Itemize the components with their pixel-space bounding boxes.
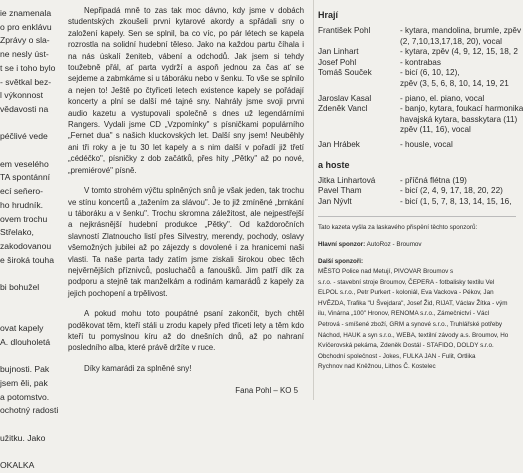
musician-row bbox=[318, 140, 520, 151]
musician-row bbox=[318, 79, 520, 90]
guest-member-list bbox=[318, 176, 520, 208]
musician-row bbox=[318, 186, 520, 197]
sponsor-line: Náchod, HAUK a syn s.r.o., WEBA, textilní závody a.s. Broumov, Ho bbox=[318, 331, 509, 339]
left-column-line: o pro enklávu bbox=[0, 21, 52, 32]
musician-name: Pavel Tham bbox=[318, 186, 362, 196]
left-column-line: A. dlouholetá bbox=[0, 336, 51, 347]
left-column-line bbox=[0, 446, 55, 460]
musician-name: Zdeněk Vancl bbox=[318, 104, 368, 114]
band-heading: Hrají bbox=[318, 10, 339, 20]
story-paragraph: A pokud mohu toto poupátné psaní zakončit, bych chtěl poděkovat těm, kteří stáli u zrodu kapely před třiceti lety a těm kdo kteří tu pomyslnou kíru až do dnešních dnů, až po nahraní posledního alba, které právě držíte v ruce. bbox=[68, 309, 304, 353]
musician-role: - bicí (6, 10, 12), bbox=[400, 68, 460, 78]
sponsor-line: HVĚZDA, Trafika "U Švejdara", Josef Žid, RIJAT, Václav Žítka - vým bbox=[318, 299, 508, 307]
musician-role: - příčná flétna (19) bbox=[400, 175, 467, 185]
left-column-line: Zprávy o sla- bbox=[0, 35, 50, 46]
left-column-line: e široká touha bbox=[0, 254, 54, 265]
left-column-line: užitku. Jako bbox=[0, 432, 46, 443]
sponsor-line: MĚSTO Police nad Metují, PIVOVAR Broumov s bbox=[318, 268, 454, 276]
sponsors-block bbox=[318, 223, 520, 373]
musician-row bbox=[318, 104, 523, 115]
other-sponsors bbox=[318, 257, 520, 374]
sponsor-lines bbox=[318, 267, 520, 373]
left-column-line bbox=[0, 117, 55, 131]
story-paragraph: Díky kamarádi za splněné sny! bbox=[84, 363, 192, 373]
story-column bbox=[68, 0, 304, 400]
left-column-line: l výkonnost bbox=[0, 90, 43, 101]
left-column-line bbox=[0, 267, 55, 281]
left-column-line: ho hrudník. bbox=[0, 199, 43, 210]
musician-name: Jan Hrábek bbox=[318, 139, 360, 149]
musician-row bbox=[318, 26, 520, 37]
musician-name: Tomáš Souček bbox=[318, 68, 372, 78]
sponsor-line: Rychnov nad Kněžnou, Lithos Č. Kostelec bbox=[318, 363, 436, 371]
story-text bbox=[68, 0, 304, 374]
left-column-line: zakodovanou bbox=[0, 240, 52, 251]
musician-name: František Pohl bbox=[318, 26, 371, 35]
musician-row bbox=[318, 115, 520, 126]
sponsor-line: Kvíčerovská pekárna, Zdeněk Dostál - STAFIDO, DOLDY s.r.o. bbox=[318, 342, 494, 350]
left-column-lines bbox=[0, 0, 59, 473]
left-column-line: ie znamenala bbox=[0, 8, 52, 18]
left-column-line bbox=[0, 295, 55, 309]
story-paragraph: V tomto strohém výčtu splněných snů je však jeden, tak trochu ve stínu koncertů a „tažením za slávou". Je to již zmíněné „brnkání u táboráku a v šenku". Trochu skromna záležitost, ale nejpestřejší a nejkrásnější hudební produkce „Pětky". Od každoročních slavností Zlatnoucho listí přes Silvestry, merendy, pochody, oslavy všemožných jubilei až po zájezdy s dovolené i za hranicemi naši vlasti. Ta naše parta tady zatím jsme ziskali širokou obec těch nejvěrnějších příznivců, posluchačů a fanoušků. Jim patří dík za podporu a stejně tak manželkám a rodinám kamarádů z kapely za jejich pochopení a trpělivost. bbox=[68, 186, 304, 298]
left-column-line: OKALKA bbox=[0, 460, 35, 471]
musician-row bbox=[318, 94, 520, 105]
musician-role: - kontrabas bbox=[400, 57, 441, 67]
left-column-line bbox=[0, 308, 55, 322]
fold-line bbox=[313, 0, 314, 400]
musician-name: Josef Pohl bbox=[318, 57, 357, 67]
left-column-line: TA spontánní bbox=[0, 172, 51, 183]
band-member-list bbox=[318, 26, 523, 151]
guests-heading: a hoste bbox=[318, 159, 350, 170]
left-column-line: ecí seňero- bbox=[0, 186, 43, 197]
main-sponsor-value: AutoRoz - Broumov bbox=[366, 240, 422, 248]
story-paragraph: Nepřipadá mně to zas tak moc dávno, kdy jsme v dobách studentských zkoušeli prvni kytarové akordy a spřádali sny o založení kapely. Sen se splnil, ba co víc, po pár létech se kapela rozrostla na solidní hudební těleso. Jako na každou partu číhala i na nás úskalí ženiteb, vábení a odchodů. Jak jsem si tehdy toužebně přál, ať parta vydrží a aspoň jednou za čas ať se sejdeme a zabmkáme si u táboráku nebo v šenku. To vše se splnilo a nejen to! Ještě po čtyřiceti letech existence kapely se pořádají koncerty a plní se další mé tajné sny. Nahrály jsme svoji prvni audio kazetu a vystupovali společně s dnes už legendárními Rangers. Vydali jsme CD „Vzpomínky" s písničkami populárního „Fernet dua" s našich kluckovských let. Další sny jsem! Neuběhly ani tři roky a je tu 30 let kapely a s nim další v pořadí již třetí „cédéčko", písničky z dob začátků, přes hity „Pětky" až po nové, „premiérové" písně. bbox=[68, 6, 304, 175]
main-sponsor bbox=[318, 240, 520, 251]
main-sponsor-label: Hlavní sponzor: bbox=[318, 240, 366, 248]
musician-role: - bicí (1, 5, 7, 8, 13, 14, 15, 16, bbox=[400, 196, 512, 206]
left-column-line: bujnosti. Pak bbox=[0, 364, 50, 375]
left-column-line bbox=[0, 144, 55, 158]
musician-name bbox=[318, 125, 400, 136]
musician-name: Jan Nývlt bbox=[318, 196, 352, 206]
musician-role: zpěv (11, 16), vocal bbox=[400, 125, 471, 135]
musician-role: zpěv (3, 5, 6, 8, 10, 14, 19, 21 bbox=[400, 78, 509, 88]
left-column-line: ne nesly úst- bbox=[0, 49, 49, 60]
musician-role: - housle, vocal bbox=[400, 139, 453, 149]
musician-row bbox=[318, 68, 520, 79]
left-column-line: Střelako, bbox=[0, 227, 34, 238]
musician-row bbox=[318, 47, 520, 58]
musician-name bbox=[318, 79, 400, 90]
musician-role: - kytara, mandolina, brumle, zpěv bbox=[400, 26, 522, 35]
left-text-column bbox=[0, 0, 59, 471]
musician-role: - piano, el. piano, vocal bbox=[400, 93, 485, 103]
credits-column bbox=[318, 0, 523, 400]
musician-row bbox=[318, 37, 520, 48]
musician-name: Jan Linhart bbox=[318, 47, 359, 57]
musician-name bbox=[318, 115, 400, 126]
sponsor-line: Petrová - smíšené zboží, GRM a synové s.r.o., Truhlářské potřeby bbox=[318, 321, 503, 329]
left-column-line: em veselého bbox=[0, 158, 49, 169]
musician-name: Jaroslav Kasal bbox=[318, 93, 372, 103]
musician-row bbox=[318, 176, 520, 187]
musician-role: - kytara, zpěv (4, 9, 12, 15, 18, 2 bbox=[400, 47, 518, 57]
left-column-line: a potomstvo. bbox=[0, 391, 50, 402]
musician-name: Jitka Linhartová bbox=[318, 175, 376, 185]
left-column-line: - světkal bez- bbox=[0, 76, 52, 87]
sponsors-intro: Tato kazeta vyšla za laskavého přispění těchto sponzorů: bbox=[318, 224, 478, 232]
left-column-line: ovat kapely bbox=[0, 323, 44, 334]
musician-role: havajská kytara, basskytara (11) bbox=[400, 114, 518, 124]
left-column-line: t se i toho bylo bbox=[0, 62, 56, 73]
left-column-line: jsem ěli, pak bbox=[0, 377, 48, 388]
musician-role: (2, 7,10,13,17,18, 20), vocal bbox=[400, 36, 502, 46]
sponsor-line: s.r.o. - stavební stroje Broumov, ČEPERA - fotbalisky textilu Vel bbox=[318, 278, 495, 286]
left-column-line: péčlivé vede bbox=[0, 131, 48, 142]
sponsor-line: Obchodní společnost - Jokes, FULKA JAN - Fulit, Ortlika bbox=[318, 352, 476, 360]
musician-row bbox=[318, 125, 520, 136]
musician-role: - bicí (2, 4, 9, 17, 18, 20, 22) bbox=[400, 186, 503, 196]
musician-role: - banjo, kytara, foukací harmonika bbox=[400, 104, 523, 114]
left-column-line: ovem trochu bbox=[0, 213, 48, 224]
musician-row bbox=[318, 58, 520, 69]
credits-divider bbox=[318, 216, 516, 217]
musician-row bbox=[318, 197, 520, 208]
sponsor-line: ilu, Vinárna „100" Hronov, RENOMA s.r.o., Zámečnictví - Václ bbox=[318, 310, 490, 318]
story-signature: Fana Pohl – KO 5 bbox=[235, 386, 298, 396]
left-column-line: bi bohužel bbox=[0, 282, 40, 293]
left-column-line bbox=[0, 418, 55, 432]
musician-name bbox=[318, 37, 400, 48]
sponsor-line: ELPOL s.r.o., Petr Purkert - koloniál, Eva Vackova - Pékov, Jan bbox=[318, 289, 494, 297]
left-column-line: ochotný radosti bbox=[0, 405, 59, 416]
left-column-line: vědavosti na bbox=[0, 103, 49, 114]
left-column-line bbox=[0, 350, 55, 364]
other-sponsors-label: Další sponzoři: bbox=[318, 257, 364, 265]
